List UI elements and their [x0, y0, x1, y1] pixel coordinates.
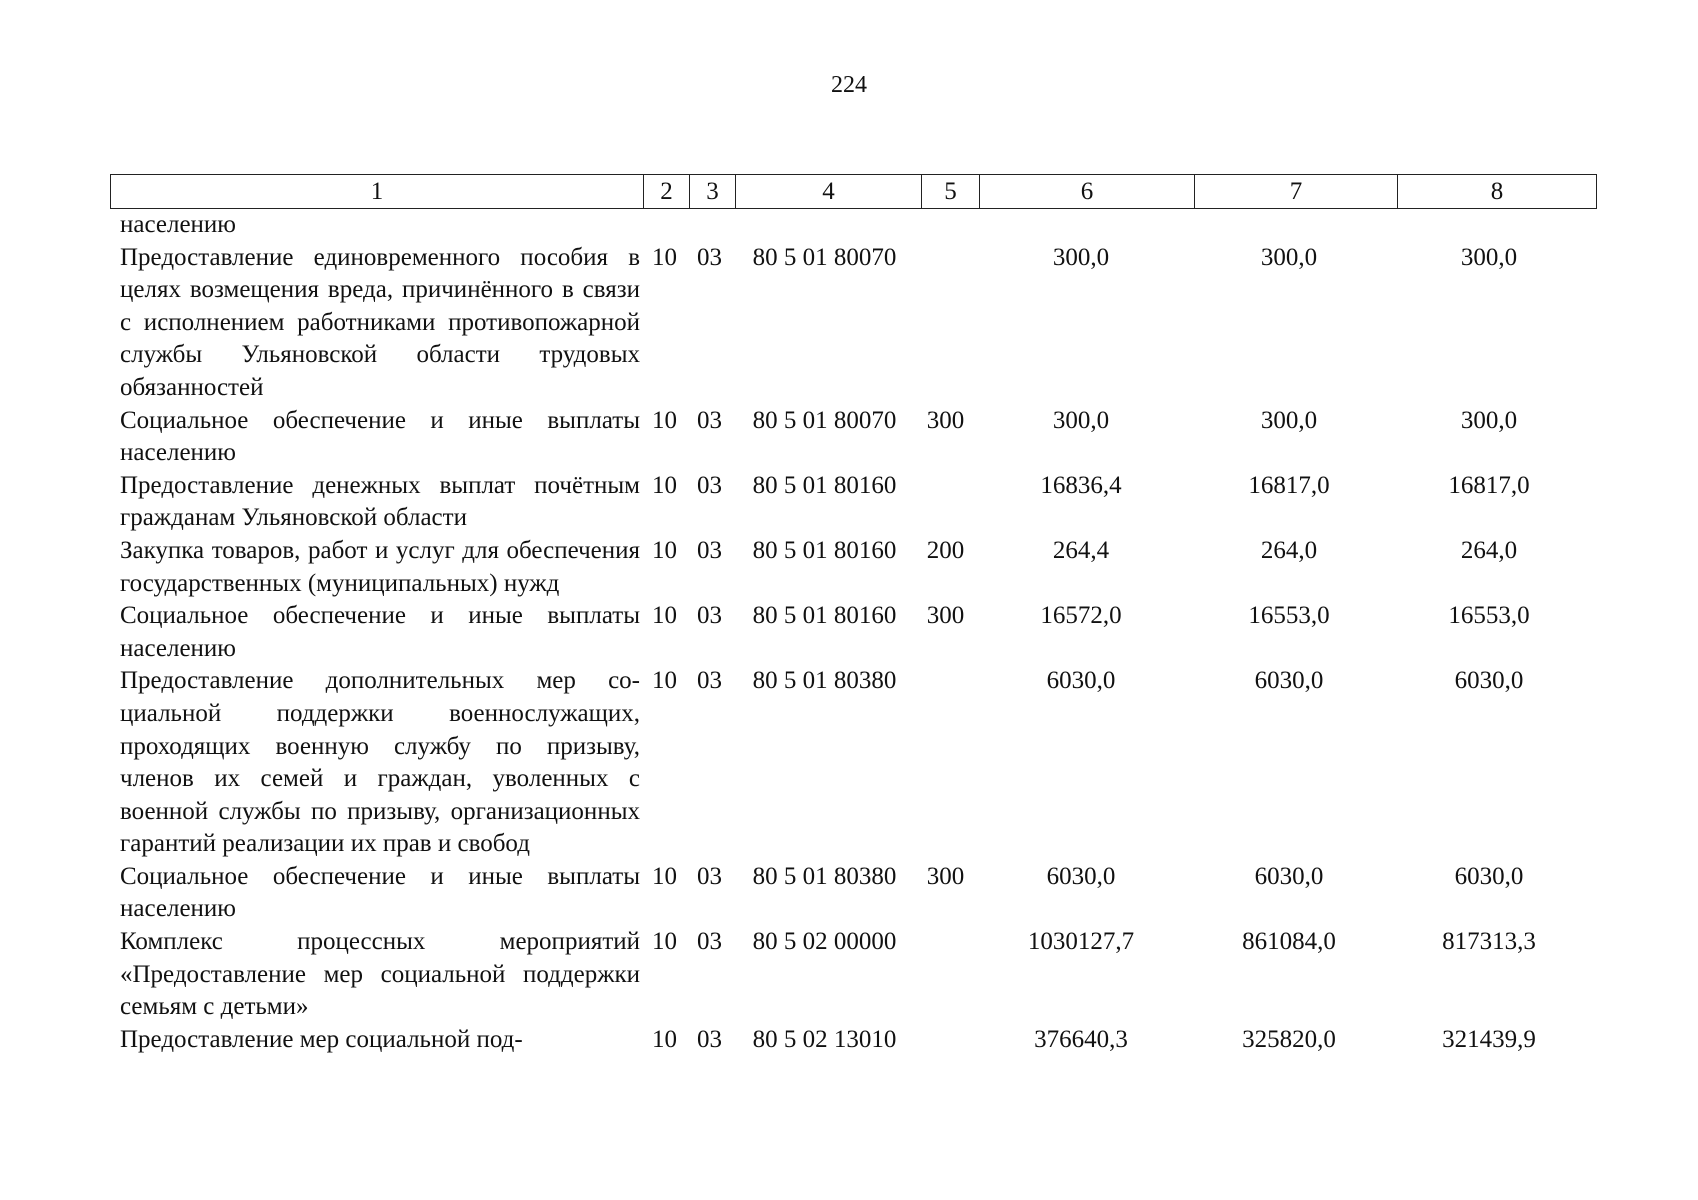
amount-col-7: 300,0 — [1260, 406, 1318, 434]
table-row — [110, 470, 1588, 535]
expense-type-code: 300 — [926, 406, 965, 434]
header-col-5: 5 — [922, 175, 980, 209]
section-code: 10 — [652, 602, 677, 630]
amount-col-8: 264,0 — [1460, 536, 1518, 564]
section-code: 10 — [652, 406, 677, 434]
expense-type-code: 300 — [926, 862, 965, 890]
subsection-code: 03 — [697, 667, 722, 695]
target-article-code: 80 5 02 00000 — [752, 928, 897, 956]
target-article-code: 80 5 01 80070 — [752, 243, 897, 271]
table-row — [110, 405, 1588, 470]
section-code: 10 — [652, 667, 677, 695]
header-col-3: 3 — [690, 175, 736, 209]
subsection-code: 03 — [697, 471, 722, 499]
amount-col-7: 16817,0 — [1248, 471, 1330, 499]
table-row — [110, 600, 1588, 665]
item-name-text: населению — [120, 211, 236, 238]
column-number-header — [110, 174, 1597, 209]
table-row — [110, 242, 1588, 405]
page-number: 224 — [831, 72, 867, 98]
item-name-text: Предоставление мер социальной под- — [120, 1025, 523, 1053]
amount-col-8: 16553,0 — [1448, 602, 1530, 630]
subsection-code: 03 — [697, 602, 722, 630]
amount-col-7: 6030,0 — [1254, 667, 1324, 695]
target-article-code: 80 5 01 80160 — [752, 471, 897, 499]
expense-type-code — [917, 1024, 974, 1057]
target-article-code: 80 5 01 80380 — [752, 667, 897, 695]
item-name — [110, 242, 642, 405]
expense-type-code — [917, 242, 974, 405]
amount-col-6 — [974, 209, 1188, 242]
item-name-text: Социальное обеспечение и иные выплаты населению — [120, 406, 640, 467]
section-code: 10 — [652, 471, 677, 499]
expense-type-code — [917, 209, 974, 242]
item-name-text: Предоставление единовременного пособия в целях возмещения вреда, причинённого в связи с исполнением работниками противопожарной службы Ульяновской области трудовых обязанностей — [120, 243, 640, 401]
amount-col-7: 325820,0 — [1242, 1025, 1336, 1053]
section-code: 10 — [652, 928, 677, 956]
header-col-7: 7 — [1195, 175, 1398, 209]
target-article-code: 80 5 01 80380 — [752, 862, 897, 890]
amount-col-8: 300,0 — [1460, 406, 1518, 434]
amount-col-6: 6030,0 — [1046, 667, 1116, 695]
item-name-text: Предоставление дополнительных мер социальной поддержки военнослужащих, проходящих военную службу по призыву, членов их семей и граждан, уволенных с военной службы по призыву, организационных гарантий реализации их прав и свобод — [120, 667, 640, 858]
amount-col-6: 16572,0 — [1040, 602, 1122, 630]
subsection-code: 03 — [697, 862, 722, 890]
amount-col-7: 861084,0 — [1242, 928, 1336, 956]
expense-type-code — [917, 926, 974, 1024]
table-row — [110, 1024, 1588, 1057]
target-article-code: 80 5 02 13010 — [752, 1025, 897, 1053]
expense-type-code — [917, 665, 974, 861]
header-col-6: 6 — [980, 175, 1195, 209]
amount-col-7: 300,0 — [1260, 243, 1318, 271]
target-article-code: 80 5 01 80160 — [752, 536, 897, 564]
table-row — [110, 861, 1588, 926]
subsection-code: 03 — [697, 243, 722, 271]
expense-type-code — [917, 470, 974, 535]
amount-col-7: 6030,0 — [1254, 862, 1324, 890]
item-name — [110, 470, 642, 535]
amount-col-7: 16553,0 — [1248, 602, 1330, 630]
expense-type-code: 200 — [926, 536, 965, 564]
item-name-text: Комплекс процессных мероприятий «Предоставление мер социальной поддержки семьям с детьми» — [120, 928, 640, 1021]
amount-col-6: 300,0 — [1052, 406, 1110, 434]
amount-col-7: 264,0 — [1260, 536, 1318, 564]
table-row — [110, 209, 1588, 242]
section-code — [642, 209, 687, 242]
amount-col-8: 6030,0 — [1454, 667, 1524, 695]
item-name — [110, 535, 642, 600]
item-name — [110, 926, 642, 1024]
budget-table — [110, 209, 1588, 1056]
item-name — [110, 209, 642, 242]
item-name — [110, 665, 642, 861]
target-article-code — [732, 209, 917, 242]
item-name-text: Предоставление денежных выплат почётным гражданам Ульяновской области — [120, 471, 640, 532]
item-name — [110, 600, 642, 665]
table-row — [110, 535, 1588, 600]
section-code: 10 — [652, 1025, 677, 1053]
section-code: 10 — [652, 243, 677, 271]
amount-col-8: 16817,0 — [1448, 471, 1530, 499]
header-row — [111, 175, 1597, 209]
subsection-code — [687, 209, 732, 242]
subsection-code: 03 — [697, 928, 722, 956]
section-code: 10 — [652, 536, 677, 564]
item-name — [110, 405, 642, 470]
amount-col-6: 264,4 — [1052, 536, 1110, 564]
table-row — [110, 926, 1588, 1024]
amount-col-8 — [1390, 209, 1588, 242]
subsection-code: 03 — [697, 406, 722, 434]
amount-col-6: 16836,4 — [1040, 471, 1122, 499]
item-name-text: Социальное обеспечение и иные выплаты населению — [120, 862, 640, 923]
subsection-code: 03 — [697, 536, 722, 564]
header-col-8: 8 — [1398, 175, 1597, 209]
target-article-code: 80 5 01 80160 — [752, 602, 897, 630]
header-col-1: 1 — [111, 175, 644, 209]
item-name-text: Закупка товаров, работ и услуг для обеспечения государственных (муниципальных) нужд — [120, 536, 640, 597]
amount-col-6: 6030,0 — [1046, 862, 1116, 890]
amount-col-8: 300,0 — [1460, 243, 1518, 271]
table-row — [110, 665, 1588, 861]
item-name — [110, 1024, 642, 1057]
amount-col-6: 376640,3 — [1034, 1025, 1128, 1053]
amount-col-8: 817313,3 — [1442, 928, 1536, 956]
amount-col-8: 321439,9 — [1442, 1025, 1536, 1053]
amount-col-7 — [1188, 209, 1390, 242]
amount-col-8: 6030,0 — [1454, 862, 1524, 890]
amount-col-6: 1030127,7 — [1027, 928, 1135, 956]
item-name-text: Социальное обеспечение и иные выплаты населению — [120, 602, 640, 662]
target-article-code: 80 5 01 80070 — [752, 406, 897, 434]
subsection-code: 03 — [697, 1025, 722, 1053]
item-name — [110, 861, 642, 926]
expense-type-code: 300 — [926, 602, 965, 630]
header-col-2: 2 — [644, 175, 690, 209]
header-col-4: 4 — [736, 175, 922, 209]
section-code: 10 — [652, 862, 677, 890]
amount-col-6: 300,0 — [1052, 243, 1110, 271]
